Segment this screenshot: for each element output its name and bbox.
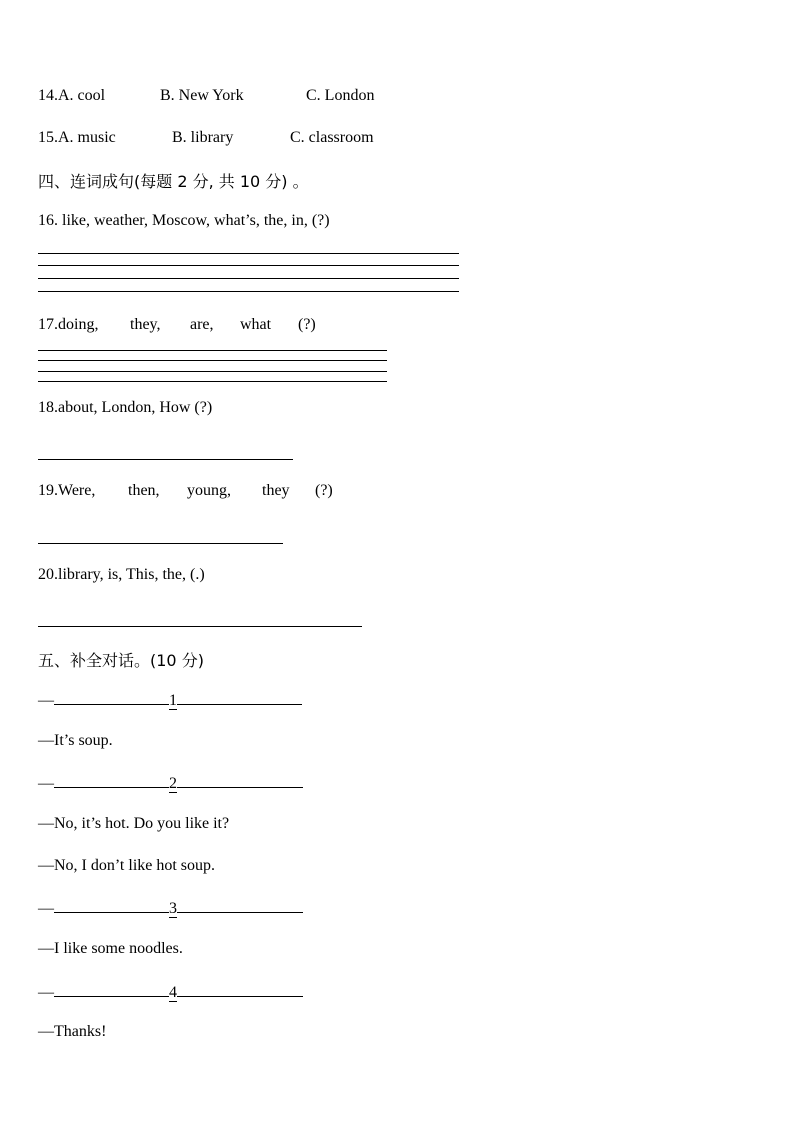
option-b: B. library	[172, 129, 234, 146]
question-20: 20.library, is, This, the, (.)	[38, 566, 205, 583]
word: doing,	[58, 316, 99, 333]
dialogue-line: —No, it’s hot. Do you like it?	[38, 815, 230, 832]
word: they	[262, 482, 290, 499]
option-c: C. classroom	[290, 129, 374, 146]
blank-line	[54, 898, 169, 913]
blank-line	[54, 773, 169, 788]
question-14-number: 14.	[38, 87, 58, 104]
blank-number: 3	[169, 900, 177, 917]
dash: —	[38, 692, 54, 709]
word: are,	[190, 316, 214, 333]
question-15	[38, 129, 374, 147]
answer-line	[38, 381, 387, 382]
dialogue-line: —No, I don’t like hot soup.	[38, 857, 216, 874]
question-14	[38, 87, 375, 105]
dialogue-line: —It’s soup.	[38, 732, 113, 749]
option-b: B. New York	[160, 87, 244, 104]
blank-line	[54, 982, 169, 997]
dialogue-blank-2	[38, 773, 303, 793]
answer-line	[38, 371, 387, 372]
word: they,	[130, 316, 161, 333]
question-17	[38, 316, 316, 334]
answer-line	[38, 626, 362, 627]
blank-number: 2	[169, 775, 177, 792]
word: Were,	[58, 482, 96, 499]
answer-line	[38, 360, 387, 361]
section-4-heading: 四、连词成句(每题 2 分, 共 10 分) 。	[38, 172, 309, 191]
option-c: C. London	[306, 87, 375, 104]
question-19	[38, 482, 333, 500]
dash: —	[38, 775, 54, 792]
option-a: A. music	[58, 129, 116, 146]
blank-number: 4	[169, 984, 177, 1001]
answer-line	[38, 350, 387, 351]
dash: —	[38, 900, 54, 917]
question-16: 16. like, weather, Moscow, what’s, the, in, (?)	[38, 212, 330, 229]
blank-number: 1	[169, 692, 177, 709]
word: young,	[187, 482, 231, 499]
question-19-number: 19.	[38, 482, 58, 499]
dialogue-line: —Thanks!	[38, 1023, 107, 1040]
answer-line	[38, 291, 459, 292]
answer-line	[38, 253, 459, 254]
blank-line	[177, 898, 303, 913]
answer-line	[38, 278, 459, 279]
question-17-number: 17.	[38, 316, 58, 333]
answer-line	[38, 265, 459, 266]
word: (?)	[315, 482, 333, 499]
question-15-number: 15.	[38, 129, 58, 146]
answer-line	[38, 459, 293, 460]
option-a: A. cool	[58, 87, 106, 104]
dialogue-blank-4	[38, 982, 303, 1002]
blank-line	[177, 690, 302, 705]
section-5-heading: 五、补全对话。(10 分)	[38, 651, 204, 670]
dash: —	[38, 984, 54, 1001]
dialogue-blank-1	[38, 690, 302, 710]
question-18: 18.about, London, How (?)	[38, 399, 213, 416]
blank-line	[177, 773, 303, 788]
blank-line	[54, 690, 169, 705]
word: then,	[128, 482, 160, 499]
word: what	[240, 316, 272, 333]
word: (?)	[298, 316, 316, 333]
dialogue-blank-3	[38, 898, 303, 918]
blank-line	[177, 982, 303, 997]
dialogue-line: —I like some noodles.	[38, 940, 183, 957]
answer-line	[38, 543, 283, 544]
